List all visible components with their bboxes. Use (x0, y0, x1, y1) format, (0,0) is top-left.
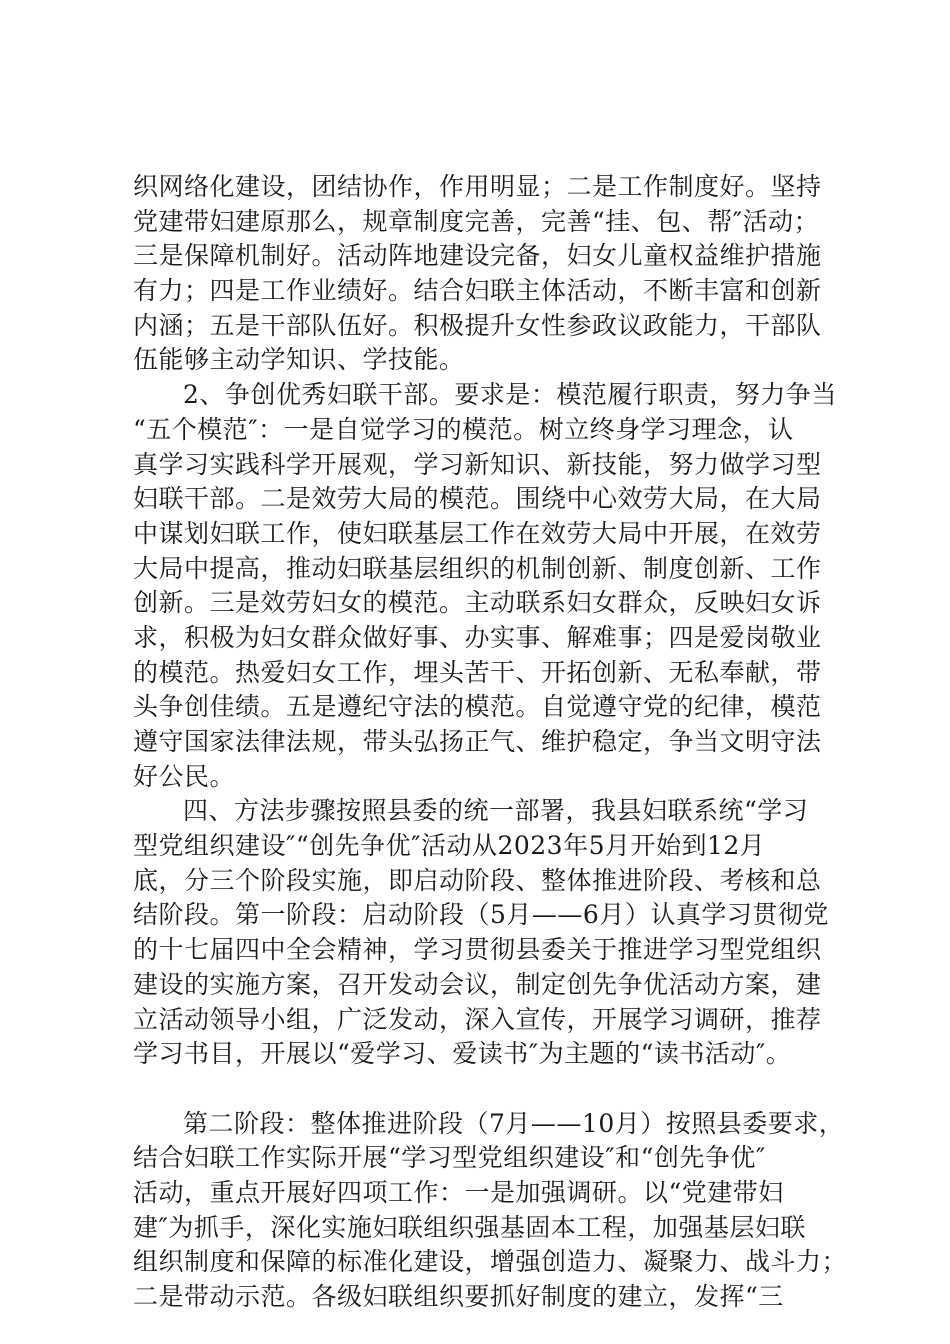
blank-line (133, 1072, 833, 1107)
text-line: 头争创佳绩。五是遵纪守法的模范。自觉遵守党的纪律，模范 (133, 692, 822, 722)
text-line: “五个模范″：一是自觉学习的模范。树立终身学习理念，认 (133, 414, 794, 444)
text-line: 的十七届四中全会精神，学习贯彻县委关于推进学习型党组织 (133, 935, 822, 965)
text-line: 求，积极为妇女群众做好事、办实事、解难事；四是爱岗敬业 (133, 622, 822, 652)
text-line: 的模范。热爱妇女工作，埋头苦干、开拓创新、无私奉献，带 (133, 657, 822, 687)
text-line: 有力；四是工作业绩好。结合妇联主体活动，不断丰富和创新 (133, 276, 822, 306)
paragraph-start-line: 第二阶段：整体推进阶段（7月——10月）按照县委要求， (183, 1108, 845, 1138)
text-line: 建″为抓手，深化实施妇联组织强基固本工程，加强基层妇联 (133, 1212, 806, 1242)
text-line: 创新。三是效劳妇女的模范。主动联系妇女群众，反映妇女诉 (133, 588, 822, 618)
text-line: 妇联干部。二是效劳大局的模范。围绕中心效劳大局，在大局 (133, 484, 822, 514)
text-line: 活动，重点开展好四项工作：一是加强调研。以“党建带妇 (133, 1177, 784, 1207)
text-line: 大局中提高，推动妇联基层组织的机制创新、制度创新、工作 (133, 553, 822, 583)
text-line: 结合妇联工作实际开展“学习型党组织建设″和“创先争优″ (133, 1143, 766, 1173)
text-line: 遵守国家法律法规，带头弘扬正气、维护稳定，争当文明守法 (133, 727, 822, 756)
text-line: 建设的实施方案，召开发动会议，制定创先争优活动方案，建 (133, 969, 822, 999)
text-line: 三是保障机制好。活动阵地建设完备，妇女儿童权益维护措施 (133, 241, 822, 271)
text-line: 学习书目，开展以“爱学习、爱读书″为主题的“读书活动″。 (133, 1039, 792, 1069)
text-line: 结阶段。第一阶段：启动阶段（5月——6月）认真学习贯彻党 (133, 900, 829, 930)
text-line: 织网络化建设，团结协作，作用明显；二是工作制度好。坚持 (133, 172, 822, 201)
text-line: 内涵；五是干部队伍好。积极提升女性参政议政能力，干部队 (133, 310, 822, 340)
text-line: 伍能够主动学知识、学技能。 (133, 345, 465, 375)
text-line: 党建带妇建原那么，规章制度完善，完善“挂、包、帮″活动； (133, 206, 820, 236)
text-line: 中谋划妇联工作，使妇联基层工作在效劳大局中开展，在效劳 (133, 518, 822, 548)
text-line: 组织制度和保障的标准化建设，增强创造力、凝聚力、战斗力； (133, 1247, 848, 1277)
text-line: 立活动领导小组，广泛发动，深入宣传，开展学习调研，推荐 (133, 1004, 822, 1034)
paragraph-start-line: 四、方法步骤按照县委的统一部署，我县妇联系统“学习 (183, 796, 809, 826)
paragraph-start-line: 2、争创优秀妇联干部。要求是：模范履行职责，努力争当 (183, 380, 837, 410)
text-line: 底，分三个阶段实施，即启动阶段、整体推进阶段、考核和总 (133, 865, 822, 895)
text-line: 真学习实践科学开展观，学习新知识、新技能，努力做学习型 (133, 449, 822, 479)
text-line: 二是带动示范。各级妇联组织要抓好制度的建立，发挥“三 (133, 1282, 784, 1311)
document-page (133, 170, 848, 1315)
text-line: 好公民。 (133, 761, 236, 791)
text-line: 型党组织建设″“创先争优″活动从2023年5月开始到12月 (133, 831, 766, 861)
